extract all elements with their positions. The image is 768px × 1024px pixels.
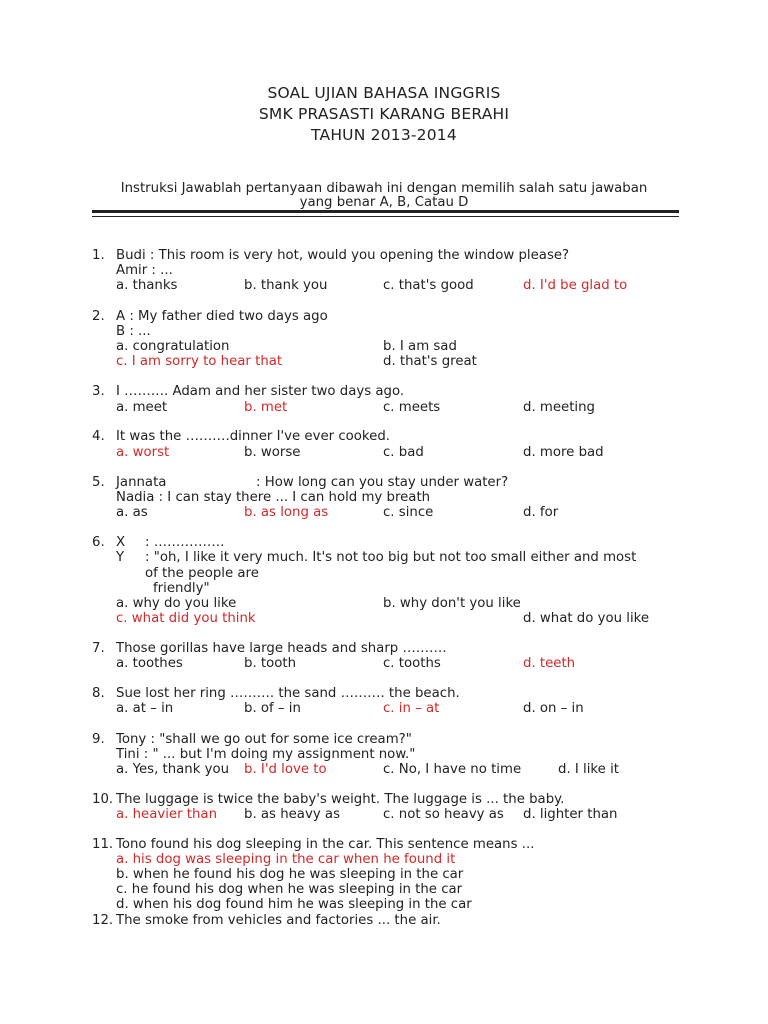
question-number: 2. [92,309,105,324]
title-line-1: SOAL UJIAN BAHASA INGGRIS [267,84,501,102]
question-text: : ……………. [145,535,225,550]
option-c-answer[interactable]: c. what did you think [116,611,256,626]
option-d[interactable]: d. lighter than [523,807,618,822]
question-number: 9. [92,732,105,747]
divider-thin [92,216,679,217]
option-a[interactable]: a. Yes, thank you [116,762,230,777]
option-a[interactable]: a. why do you like [116,596,237,611]
question-text: The luggage is twice the baby's weight. The luggage is ... the baby. [116,792,565,807]
option-d[interactable]: d. I like it [558,762,619,777]
question-text: Nadia : I can stay there ... I can hold my breath [116,490,431,505]
option-a[interactable]: a. toothes [116,656,183,671]
question-text: I ………. Adam and her sister two days ago. [116,384,405,399]
option-b[interactable]: b. why don't you like [383,596,521,611]
question-text: of the people are [145,566,259,581]
question-number: 11. [92,837,114,852]
question-text: Amir : ... [116,263,173,278]
question-text: : How long can you stay under water? [256,475,509,490]
option-c[interactable]: c. No, I have no time [383,762,522,777]
instructions-line-1: Instruksi Jawablah pertanyaan dibawah ini dengan memilih salah satu jawaban [120,181,648,196]
question-number: 5. [92,475,105,490]
option-d-answer[interactable]: d. teeth [523,656,576,671]
option-b[interactable]: b. as heavy as [244,807,340,822]
question-number: 3. [92,384,105,399]
option-b[interactable]: b. worse [244,445,301,460]
question-text: It was the ……….dinner I've ever cooked. [116,429,391,444]
question-text: Tini : " ... but I'm doing my assignment now." [116,747,416,762]
question-number: 8. [92,686,105,701]
option-b[interactable]: b. I am sad [383,339,457,354]
option-d[interactable]: d. that's great [383,354,477,369]
question-text: Budi : This room is very hot, would you opening the window please? [116,248,570,263]
question-text: Those gorillas have large heads and sharp ………. [116,641,447,656]
option-d[interactable]: d. when his dog found him he was sleeping in the car [116,897,472,912]
option-d[interactable]: d. more bad [523,445,604,460]
question-text: Sue lost her ring ………. the sand ………. the beach. [116,686,460,701]
question-text: : "oh, I like it very much. It's not too big but not too small either and most [145,550,637,565]
option-c[interactable]: c. since [383,505,434,520]
question-text: A : My father died two days ago [116,309,328,324]
option-c[interactable]: c. tooths [383,656,441,671]
question-text: friendly" [153,581,210,596]
option-a-answer[interactable]: a. his dog was sleeping in the car when he found it [116,852,456,867]
option-d[interactable]: d. for [523,505,559,520]
option-c-answer[interactable]: c. I am sorry to hear that [116,354,283,369]
question-number: 10. [92,792,114,807]
option-a-answer[interactable]: a. worst [116,445,170,460]
option-b[interactable]: b. when he found his dog he was sleeping in the car [116,867,464,882]
option-c-answer[interactable]: c. in – at [383,701,440,716]
question-text: Tono found his dog sleeping in the car. This sentence means ... [116,837,535,852]
option-b-answer[interactable]: b. as long as [244,505,329,520]
question-text: The smoke from vehicles and factories ... the air. [116,913,441,928]
option-b[interactable]: b. tooth [244,656,297,671]
question-number: 4. [92,429,105,444]
question-number: 6. [92,535,105,550]
option-c[interactable]: c. bad [383,445,424,460]
option-b[interactable]: b. of – in [244,701,301,716]
option-a[interactable]: a. congratulation [116,339,230,354]
option-d[interactable]: d. meeting [523,400,595,415]
option-c[interactable]: c. meets [383,400,441,415]
title-line-3: TAHUN 2013-2014 [311,126,457,144]
option-c[interactable]: c. that's good [383,278,474,293]
question-number: 7. [92,641,105,656]
question-text: B : ... [116,324,151,339]
speaker-name: Jannata [116,475,167,490]
question-number: 1. [92,248,105,263]
option-b-answer[interactable]: b. met [244,400,288,415]
option-b-answer[interactable]: b. I'd love to [244,762,327,777]
divider [92,210,679,213]
option-a-answer[interactable]: a. heavier than [116,807,218,822]
option-d[interactable]: d. on – in [523,701,584,716]
option-a[interactable]: a. as [116,505,148,520]
option-c[interactable]: c. not so heavy as [383,807,504,822]
option-d[interactable]: d. what do you like [523,611,650,626]
speaker-name: Y [116,550,125,565]
question-text: Tony : "shall we go out for some ice cream?" [116,732,412,747]
instructions-line-2: yang benar A, B, Catau D [299,195,469,210]
option-d-answer[interactable]: d. I'd be glad to [523,278,628,293]
question-number: 12. [92,913,114,928]
option-b[interactable]: b. thank you [244,278,328,293]
option-a[interactable]: a. meet [116,400,168,415]
speaker-name: X [116,535,126,550]
option-a[interactable]: a. thanks [116,278,178,293]
option-c[interactable]: c. he found his dog when he was sleeping in the car [116,882,463,897]
title-line-2: SMK PRASASTI KARANG BERAHI [258,105,510,123]
option-a[interactable]: a. at – in [116,701,174,716]
